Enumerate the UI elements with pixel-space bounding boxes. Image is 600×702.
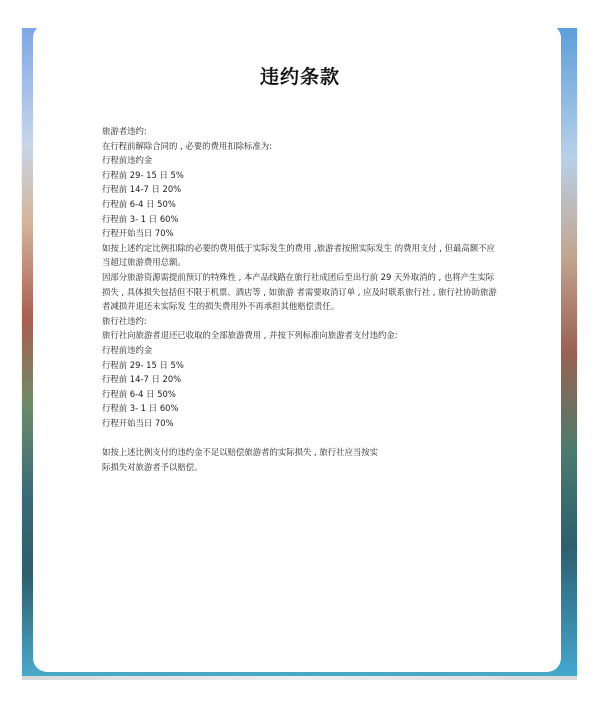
blank-line (102, 430, 502, 445)
text-line: 行程前 6-4 日 50% (102, 198, 176, 209)
text-line: 际损失对旅游者予以赔偿。 (102, 461, 203, 472)
text-line: 旅行社向旅游者退还已收取的全部旅游费用 , 并按下列标准向旅游者支付违约金: (102, 330, 398, 341)
text-paragraph: 如按上述约定比例扣除的必要的费用低于实际发生的费用 ,旅游者按照实际发生 的费用支付 , 但最高额不应当超过旅游费用总额。 (102, 242, 495, 268)
page-title: 违约条款 (259, 66, 340, 88)
text-line: 行程开始当日 70% (102, 228, 174, 239)
text-line: 如按上述比例支付的违约金不足以赔偿旅游者的实际损失 , 旅行社应当按实 (102, 447, 378, 458)
text-line: 行程前 3- 1 日 60% (102, 403, 179, 414)
text-line: 行程前违约金 (102, 344, 153, 355)
text-line: 行程前 29- 15 日 5% (102, 359, 184, 370)
text-line: 行程前 14-7 日 20% (102, 184, 182, 195)
text-line: 行程前 3- 1 日 60% (102, 213, 179, 224)
text-line: 行程前 14-7 日 20% (102, 374, 182, 385)
text-line: 行程前 6-4 日 50% (102, 388, 176, 399)
document-body (102, 124, 502, 474)
text-line: 行程开始当日 70% (102, 417, 174, 428)
text-paragraph: 因部分旅游资源需提前预订的特殊性 , 本产品线路在旅行社成团后至出行前 29 天外取消的 , 也将产生实际损失 , 具体损失包括但不限于机票、酒店等 , 如旅游 者需要取消订单 , 应及时联系旅行社 , 旅行社协助旅游者减损并退还未实际发 生的损失费用外不再承担其他赔偿责任。 (102, 271, 497, 312)
bottom-divider (22, 676, 577, 680)
text-line: 在行程前解除合同的 , 必要的费用扣除标准为: (102, 140, 272, 151)
text-line: 行程前 29- 15 日 5% (102, 169, 184, 180)
text-line: 行程前违约金 (102, 155, 153, 166)
text-line: 旅游者违约: (102, 126, 147, 136)
text-line: 旅行社违约: (102, 315, 147, 326)
